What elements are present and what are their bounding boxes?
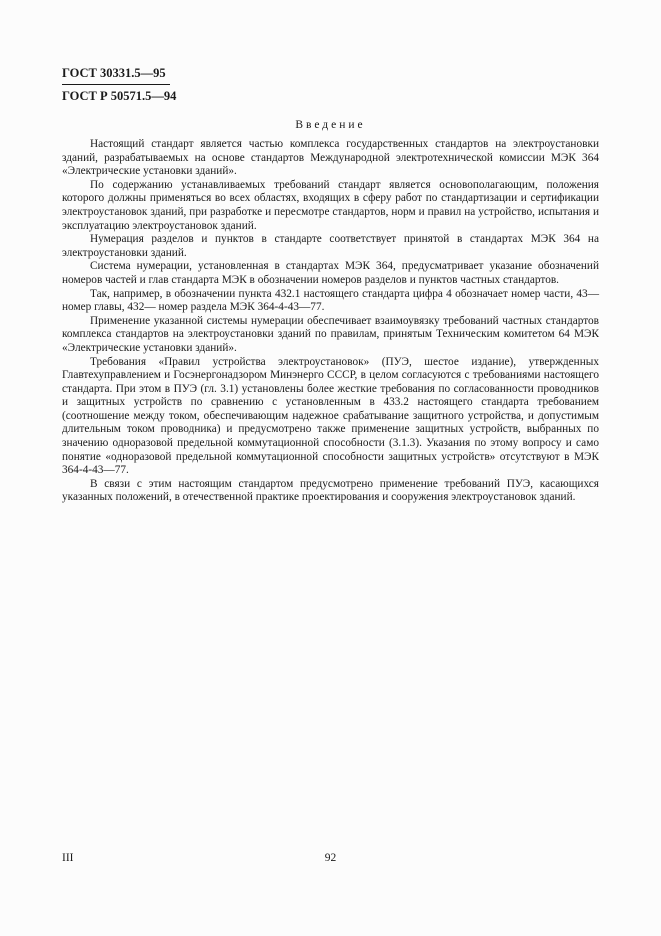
standard-code-gost-r: ГОСТ Р 50571.5—94: [62, 89, 177, 103]
page-number: 92: [324, 852, 337, 864]
standard-codes: [62, 66, 177, 103]
paragraph: Настоящий стандарт является частью комплекса государственных стандартов на электроустановки зданий, разрабатываемых на основе стандартов Международной электротехнической комиссии МЭК 364 «Электрические установки зданий».: [62, 138, 599, 178]
paragraph: Применение указанной системы нумерации обеспечивает взаимоувязку требований частных стандартов комплекса стандартов на электроустановки зданий по правилам, принятым Техническим комитетом 64 МЭК «Электрические установки зданий».: [62, 314, 599, 354]
paragraph: Нумерация разделов и пунктов в стандарте соответствует принятой в стандартах МЭК 364 на электроустановки зданий.: [62, 233, 599, 259]
roman-page-number: III: [62, 852, 74, 864]
paragraph: По содержанию устанавливаемых требований стандарт является основополагающим, положения которого должны применяться во всех областях, входящих в сферу работ по стандартизации и сертификации электроустановок зданий, при разработке и пересмотре стандартов, норм и правил на устройство, испытания и эксплуатацию электроустановок зданий.: [62, 178, 599, 232]
paragraph: В связи с этим настоящим стандартом предусмотрено применение требований ПУЭ, касающихся указанных положений, в отечественной практике проектирования и сооружения электроустановок зданий.: [62, 477, 599, 504]
paragraph: Так, например, в обозначении пункта 432.1 настоящего стандарта цифра 4 обозначает номер части, 43— номер главы, 432— номер раздела МЭК 364-4-43—77.: [62, 287, 599, 314]
section-title: Введение: [295, 119, 366, 131]
paragraph: Система нумерации, установленная в стандартах МЭК 364, предусматривает указание обозначений номеров частей и глав стандарта МЭК в обозначении номеров разделов и пунктов частных стандартов.: [62, 260, 599, 286]
paragraph: Требования «Правил устройства электроустановок» (ПУЭ, шестое издание), утвержденных Главтехуправлением и Госэнергонадзором Минэнерго СССР, в целом согласуются с требованиями настоящего стандарта. При этом в ПУЭ (гл. 3.1) установлены более жесткие требования по согласованности проводников и защитных устройств по сравнению с установленным в 433.2 настоящего стандарта требованием (соотношение между током, обеспечивающим надежное срабатывание защитного устройства, и допустимым длительным током проводника) и предусмотрено также применение защитных устройств, выбранных по значению одноразовой предельной коммутационной способности (3.1.3). Указания по этому вопросу и само понятие «одноразовой предельной коммутационной способности защитных устройств» отсутствуют в МЭК 364-4-43—77.: [62, 355, 599, 477]
standard-code-gost: ГОСТ 30331.5—95: [62, 66, 170, 85]
body-text: [62, 138, 599, 505]
